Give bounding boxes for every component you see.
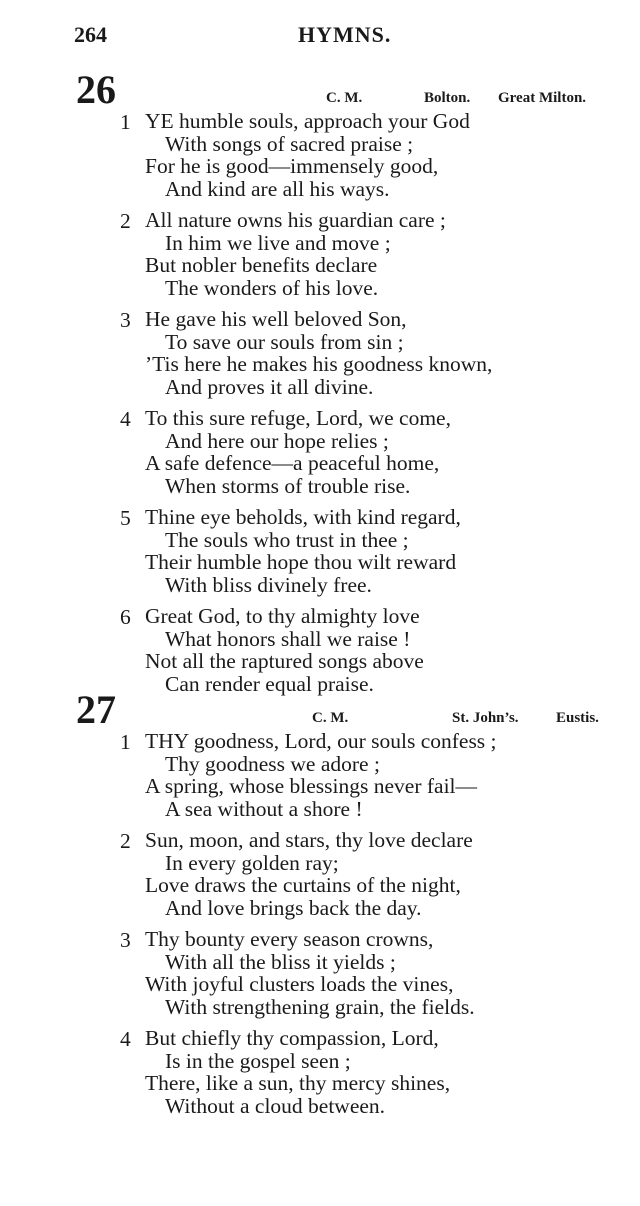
verse-number: 4 <box>120 407 131 431</box>
running-head <box>74 22 610 54</box>
verse-line: To this sure refuge, Lord, we come, <box>145 406 451 430</box>
verse-line: With joyful clusters loads the vines, <box>145 972 454 996</box>
hymn-tune-2: Great Milton. <box>498 90 587 106</box>
verse-line: And kind are all his ways. <box>165 176 390 201</box>
hymn-number: 27 <box>76 687 116 732</box>
verse-line: Thy bounty every season crowns, <box>145 927 434 951</box>
verse <box>0 506 640 596</box>
verse-line: Not all the raptured songs above <box>145 649 424 673</box>
verse-line: For he is good—immensely good, <box>145 154 439 178</box>
verse-line: A spring, whose blessings never fail— <box>145 774 478 798</box>
verse-line: With bliss divinely free. <box>165 572 372 597</box>
verse-line: And here our hope relies ; <box>165 428 389 453</box>
verse-line: There, like a sun, thy mercy shines, <box>145 1071 451 1095</box>
hymn-tune-2: Eustis. <box>556 710 599 726</box>
verse-line: He gave his well beloved Son, <box>145 307 407 331</box>
verse-number: 2 <box>120 209 131 233</box>
verse-line: Thy goodness we adore ; <box>165 751 380 776</box>
verse-number: 2 <box>120 829 131 853</box>
verse-line: Their humble hope thou wilt reward <box>145 550 457 574</box>
hymn-meter: C. M. <box>326 90 363 106</box>
running-title: HYMNS. <box>298 22 392 47</box>
verse-line: When storms of trouble rise. <box>165 473 411 498</box>
verse <box>0 110 640 200</box>
verse-number: 3 <box>120 308 131 332</box>
verse <box>0 730 640 820</box>
verse-number: 4 <box>120 1027 131 1051</box>
verse <box>0 209 640 299</box>
verse-line: ’Tis here he makes his goodness known, <box>145 352 493 376</box>
verse-line: Love draws the curtains of the night, <box>145 873 461 897</box>
verse-line: Great God, to thy almighty love <box>145 604 420 628</box>
verse-line: But chiefly thy compassion, Lord, <box>145 1026 439 1050</box>
verse-line: With songs of sacred praise ; <box>165 131 414 156</box>
verse-number: 3 <box>120 928 131 952</box>
verse-line: With strengthening grain, the fields. <box>165 994 475 1019</box>
verse-line: Sun, moon, and stars, thy love declare <box>145 828 473 852</box>
hymn-tune-1: St. John’s. <box>452 710 519 726</box>
verse-line: Can render equal praise. <box>165 671 374 696</box>
verse-line: The wonders of his love. <box>165 275 379 300</box>
page-number: 264 <box>74 22 107 47</box>
verse-number: 5 <box>120 506 131 530</box>
verse-line: To save our souls from sin ; <box>165 329 404 354</box>
verse-line: A safe defence—a peaceful home, <box>145 451 440 475</box>
verse-line: And love brings back the day. <box>165 895 422 920</box>
verse-line: Without a cloud between. <box>165 1093 386 1118</box>
verse-line: And proves it all divine. <box>165 374 374 399</box>
verse <box>0 407 640 497</box>
verse-number: 1 <box>120 110 131 134</box>
verse <box>0 605 640 695</box>
hymn-tune-1: Bolton. <box>424 90 471 106</box>
verse <box>0 928 640 1018</box>
verse-line: In every golden ray; <box>165 850 339 875</box>
verse-line: All nature owns his guardian care ; <box>145 208 446 232</box>
verse-line: With all the bliss it yields ; <box>165 949 396 974</box>
verse-line: A sea without a shore ! <box>165 796 363 821</box>
hymn-meter: C. M. <box>312 710 349 726</box>
verse-line: In him we live and move ; <box>165 230 391 255</box>
verse-number: 1 <box>120 730 131 754</box>
verse <box>0 829 640 919</box>
hymn-verses <box>0 730 640 1126</box>
verse-line: The souls who trust in thee ; <box>165 527 409 552</box>
verse <box>0 308 640 398</box>
verse-number: 6 <box>120 605 131 629</box>
verse-line: YE humble souls, approach your God <box>145 109 470 133</box>
hymn-verses <box>0 110 640 704</box>
verse <box>0 1027 640 1117</box>
verse-line: Is in the gospel seen ; <box>165 1048 351 1073</box>
verse-line: But nobler benefits declare <box>145 253 378 277</box>
hymn-number: 26 <box>76 67 116 112</box>
verse-line: Thine eye beholds, with kind regard, <box>145 505 461 529</box>
verse-line: What honors shall we raise ! <box>165 626 411 651</box>
verse-line: THY goodness, Lord, our souls confess ; <box>145 729 497 753</box>
